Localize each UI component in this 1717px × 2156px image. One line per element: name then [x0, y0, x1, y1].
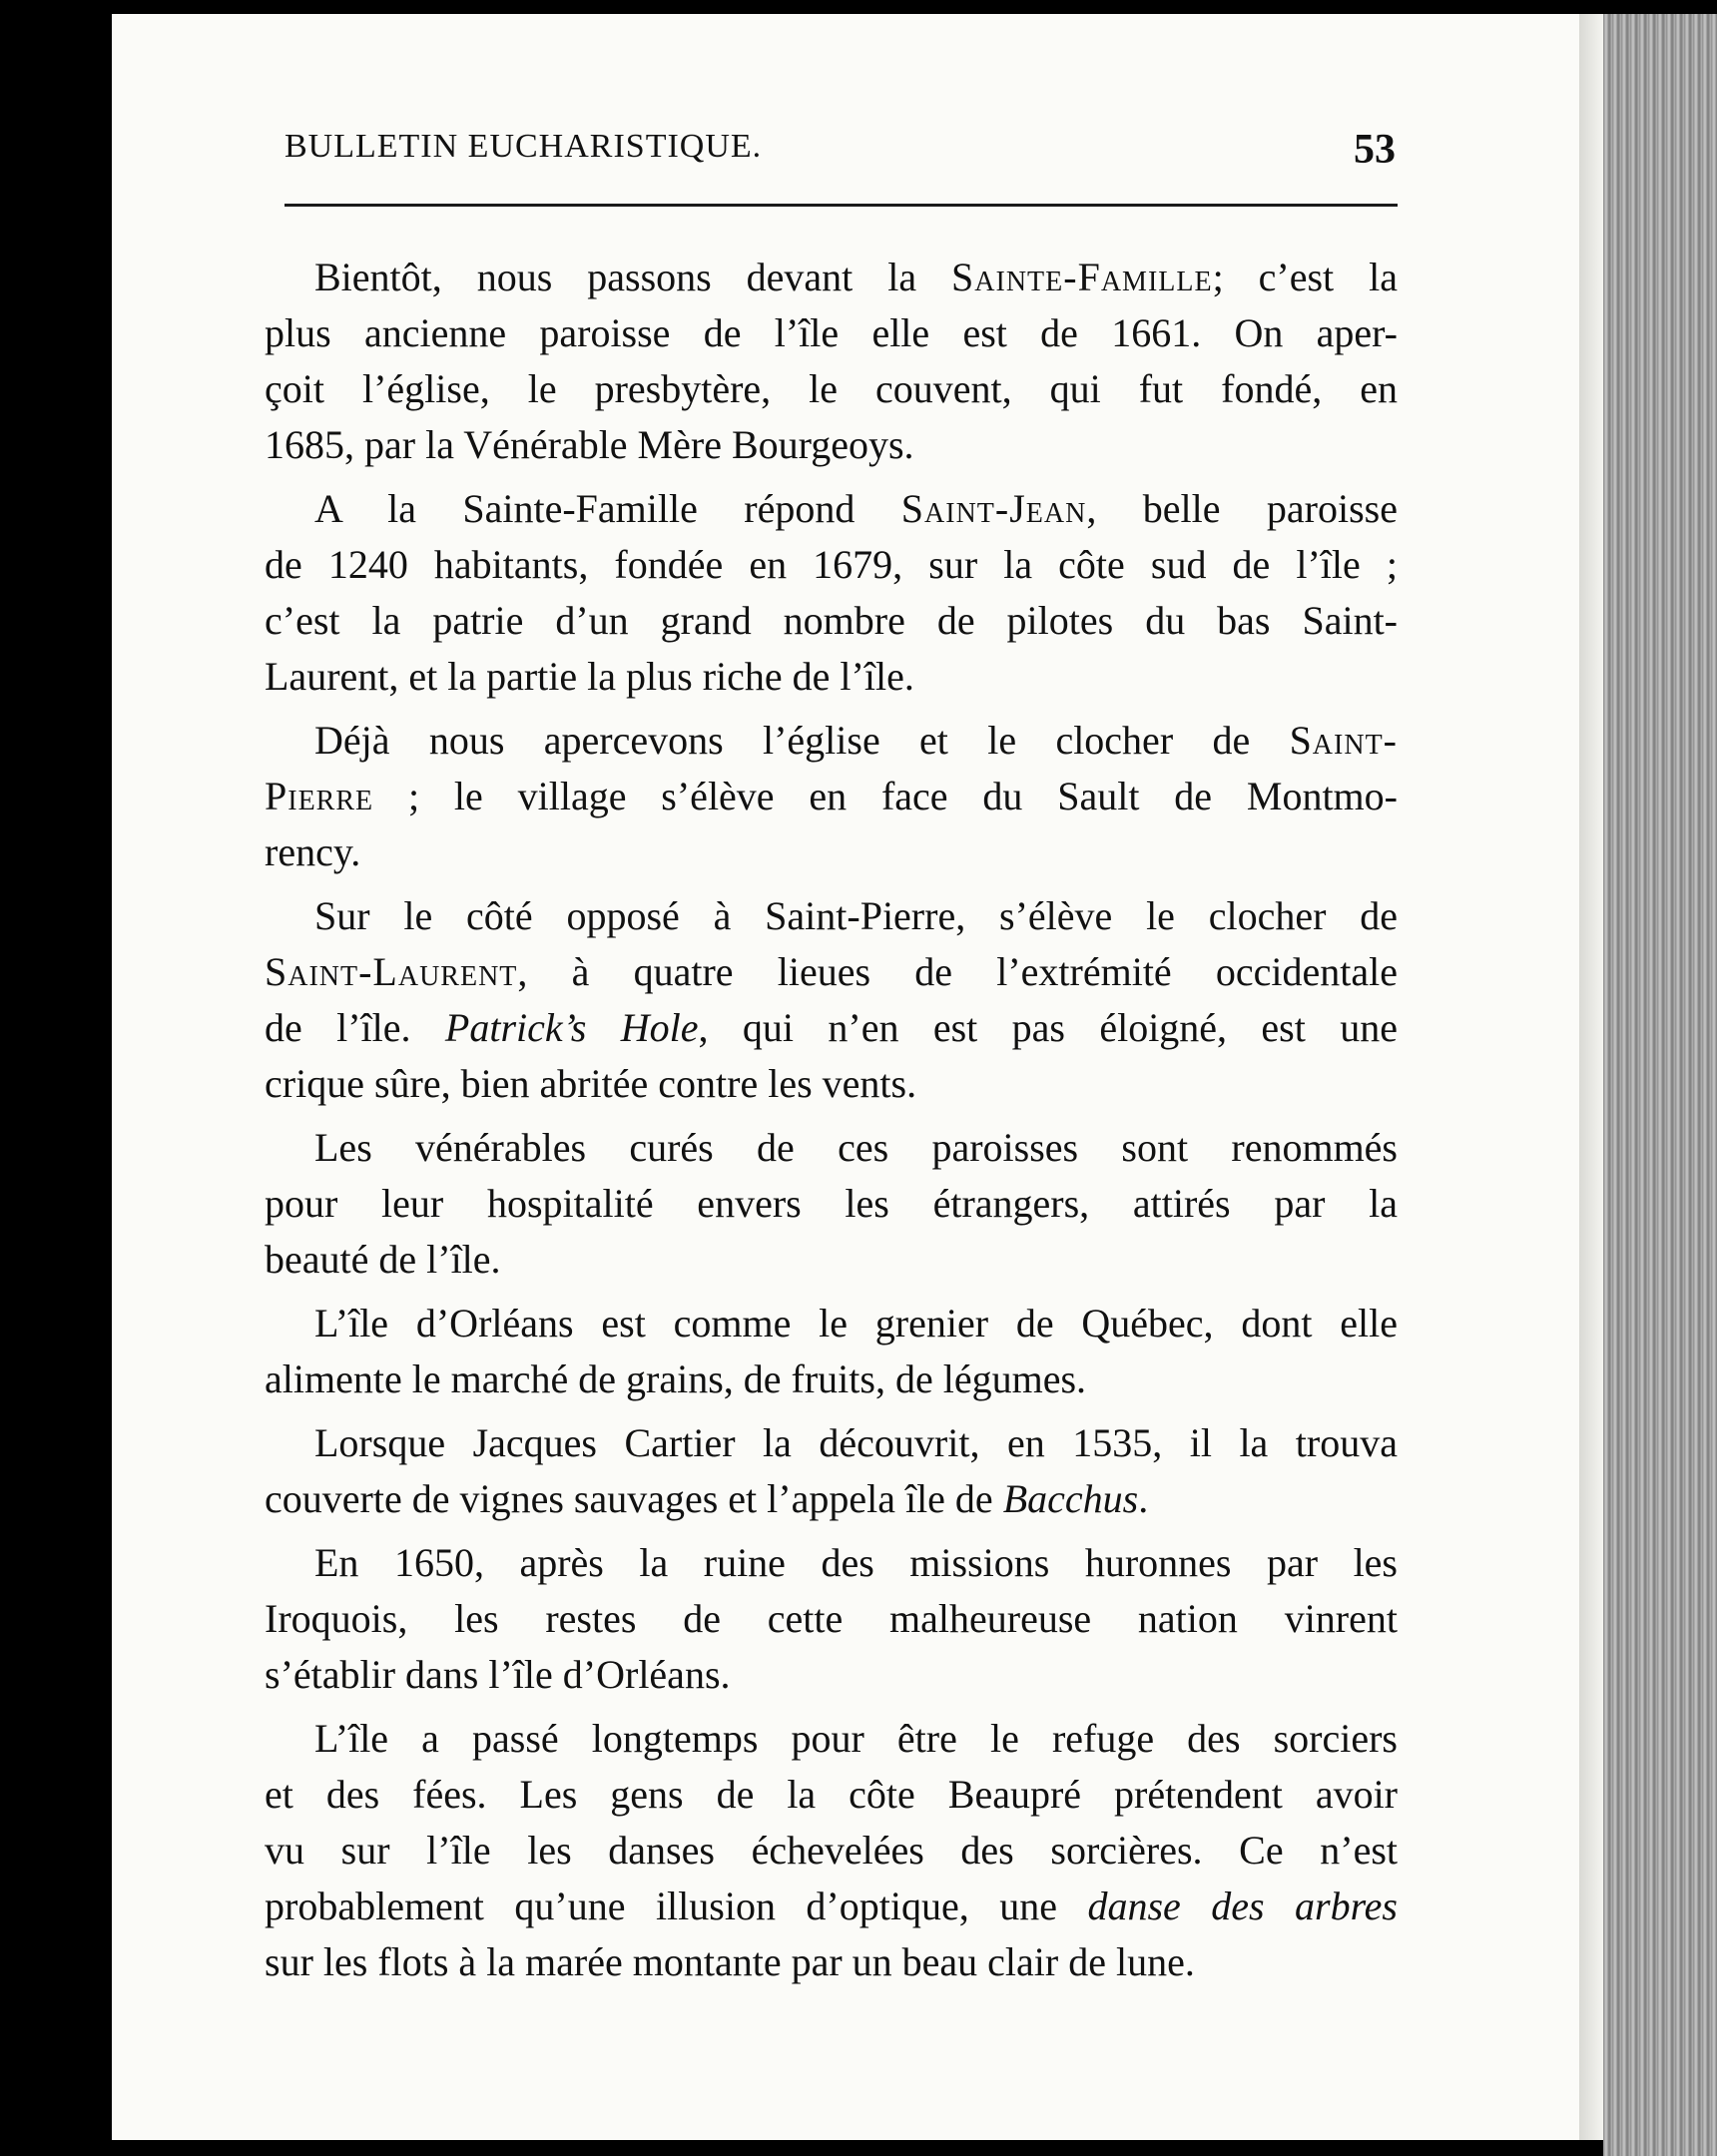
paragraph — [265, 1535, 1398, 1703]
italic-term: Bacchus — [1002, 1476, 1139, 1521]
text-line: rency. — [265, 829, 361, 874]
small-caps-place-name: Saint- — [1289, 718, 1398, 763]
text-line: Lorsque Jacques Cartier la découvrit, en 1535, il la trouva — [314, 1420, 1398, 1465]
text-line: c’est la patrie d’un grand nombre de pilotes du bas Saint- — [265, 598, 1398, 643]
text-line: s’établir dans l’île d’Orléans. — [265, 1652, 731, 1697]
text-line: crique sûre, bien abritée contre les vents. — [265, 1061, 917, 1106]
text-line: sur les flots à la marée montante par un beau clair de lune. — [265, 1939, 1195, 1984]
text-line: Les vénérables curés de ces paroisses sont renommés — [314, 1125, 1398, 1170]
paragraph — [265, 1296, 1398, 1407]
page-number: 53 — [1354, 127, 1396, 173]
text-line: En 1650, après la ruine des missions huronnes par les — [314, 1540, 1398, 1585]
text-line: Déjà nous apercevons l’église et le clocher de Saint- — [314, 718, 1398, 763]
text-line: vu sur l’île les danses échevelées des sorcières. Ce n’est — [265, 1828, 1398, 1873]
text-line: Laurent, et la partie la plus riche de l’île. — [265, 654, 914, 699]
paragraph — [265, 481, 1398, 705]
text-line: 1685, par la Vénérable Mère Bourgeoys. — [265, 422, 914, 467]
text-line: de l’île. Patrick’s Hole, qui n’en est pas éloigné, est une — [265, 1005, 1398, 1050]
paragraph — [265, 250, 1398, 473]
text-line: beauté de l’île. — [265, 1237, 501, 1282]
small-caps-place-name: Saint-Jean — [900, 486, 1087, 531]
small-caps-place-name: Saint-Laurent — [265, 949, 518, 994]
small-caps-place-name: Pierre — [265, 774, 374, 818]
paragraph — [265, 713, 1398, 880]
text-line: couverte de vignes sauvages et l’appela île de Bacchus. — [265, 1476, 1149, 1521]
italic-term: danse des arbres — [1087, 1884, 1398, 1928]
paragraph — [265, 888, 1398, 1112]
header-rule — [285, 204, 1398, 207]
text-line: çoit l’église, le presbytère, le couvent, qui fut fondé, en — [265, 366, 1398, 411]
book-fore-edge — [1603, 14, 1717, 2156]
body-text — [265, 250, 1398, 1998]
text-line: Saint-Laurent, à quatre lieues de l’extrémité occidentale — [265, 949, 1398, 994]
text-line: Sur le côté opposé à Saint-Pierre, s’élève le clocher de — [314, 893, 1398, 938]
text-line: A la Sainte-Famille répond Saint-Jean, belle paroisse — [314, 486, 1398, 531]
text-line: probablement qu’une illusion d’optique, une danse des arbres — [265, 1884, 1398, 1928]
running-header-title: BULLETIN EUCHARISTIQUE. — [285, 128, 763, 165]
paragraph — [265, 1120, 1398, 1288]
text-line: Iroquois, les restes de cette malheureuse nation vinrent — [265, 1596, 1398, 1641]
text-line: alimente le marché de grains, de fruits, de légumes. — [265, 1356, 1087, 1401]
paragraph — [265, 1711, 1398, 1990]
text-line: L’île d’Orléans est comme le grenier de Québec, dont elle — [314, 1301, 1398, 1346]
small-caps-place-name: Sainte-Famille — [951, 255, 1213, 299]
text-line: L’île a passé longtemps pour être le refuge des sorciers — [314, 1716, 1398, 1761]
text-line: de 1240 habitants, fondée en 1679, sur la côte sud de l’île ; — [265, 542, 1398, 587]
paragraph — [265, 1415, 1398, 1527]
text-line: et des fées. Les gens de la côte Beaupré prétendent avoir — [265, 1772, 1398, 1817]
italic-term: Patrick’s Hole — [444, 1005, 699, 1050]
page-edge-shadow — [1579, 14, 1603, 2140]
text-line: pour leur hospitalité envers les étrangers, attirés par la — [265, 1181, 1398, 1226]
text-line: plus ancienne paroisse de l’île elle est de 1661. On aper- — [265, 310, 1398, 355]
text-line: Bientôt, nous passons devant la Sainte-Famille; c’est la — [314, 255, 1398, 299]
text-line: Pierre ; le village s’élève en face du Sault de Montmo- — [265, 774, 1398, 818]
